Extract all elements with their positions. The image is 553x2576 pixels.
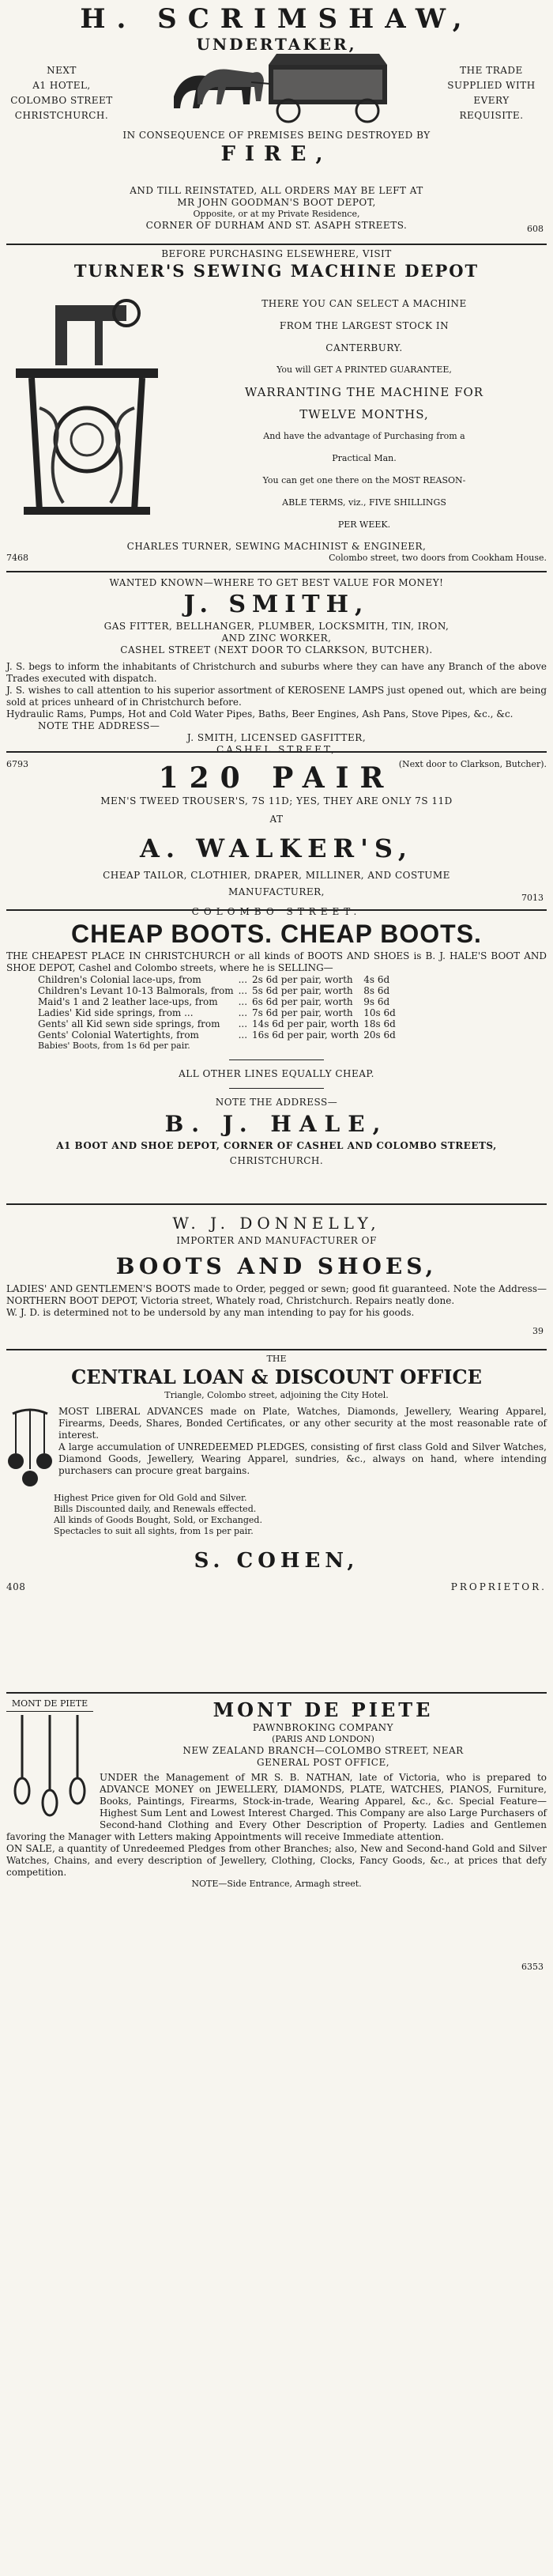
table-row: Maid's 1 and 2 leather lace-ups, from ... 6s 6d per pair, worth 9s 6d <box>38 996 401 1007</box>
table-row: Gents' Colonial Watertights, from ... 16s 6d per pair, worth 20s 6d <box>38 1029 401 1041</box>
walker-name: A. WALKER'S, <box>139 833 414 863</box>
piete-cities: (PARIS AND LONDON) <box>272 1734 374 1744</box>
short-divider <box>229 1088 324 1089</box>
walker-trades: CHEAP TAILOR, CLOTHIER, DRAPER, MILLINER, AND COSTUME <box>103 870 450 881</box>
list-item: All kinds of Goods Bought, Sold, or Exchanged. <box>54 1515 262 1525</box>
smith-note: NOTE THE ADDRESS— <box>38 720 160 731</box>
divider <box>6 751 547 753</box>
right-line: THE TRADE <box>460 65 523 76</box>
donnelly-importer: IMPORTER AND MANUFACTURER OF <box>176 1235 377 1246</box>
scrimshaw-fire: FIRE, <box>220 142 333 166</box>
sewing-machine-illustration <box>8 289 166 527</box>
hale-city: CHRISTCHURCH. <box>229 1155 324 1166</box>
short-divider <box>229 1059 324 1060</box>
right-line: SUPPLIED WITH <box>447 80 536 91</box>
price-item: Children's Colonial lace-ups, from <box>38 974 201 985</box>
smith-licensed: J. SMITH, LICENSED GASFITTER, <box>186 732 367 743</box>
cohen-heading: CENTRAL LOAN & DISCOUNT OFFICE <box>71 1365 482 1388</box>
hale-heading: CHEAP BOOTS. CHEAP BOOTS. <box>71 920 482 948</box>
ad-number: 6353 <box>521 1962 544 1972</box>
walker-tweed: MEN'S TWEED TROUSER'S, 7S 11D; YES, THEY ARE ONLY 7S 11D <box>100 795 453 806</box>
cohen-proprietor: PROPRIETOR. <box>450 1581 547 1592</box>
table-row: Gents' all Kid sewn side springs, from ... 14s 6d per pair, worth 18s 6d <box>38 1018 401 1029</box>
donnelly-name: W. J. DONNELLY, <box>172 1214 381 1233</box>
turner-line: PER WEEK. <box>337 519 391 530</box>
hale-ad <box>0 917 553 1194</box>
smith-trades2: AND ZINC WORKER, <box>221 633 332 644</box>
turner-heading: TURNER'S SEWING MACHINE DEPOT <box>73 261 480 281</box>
hale-other: ALL OTHER LINES EQUALLY CHEAP. <box>179 1068 374 1079</box>
walker-street: COLOMBO STREET. <box>191 906 362 917</box>
ad-number: 408 <box>6 1581 26 1592</box>
table-row: Ladies' Kid side springs, from ... ... 7s 6d per pair, worth 10s 6d <box>38 1007 401 1018</box>
smith-street: CASHEL STREET (NEXT DOOR TO CLARKSON, BUTCHER). <box>120 644 433 655</box>
donnelly-heading: BOOTS AND SHOES, <box>115 1253 438 1279</box>
left-line: A1 HOTEL, <box>32 80 91 91</box>
smith-ad <box>0 577 553 769</box>
price-value: 7s 6d per pair, worth <box>252 1007 353 1018</box>
piete-sign <box>6 1698 93 1821</box>
donnelly-closing: W. J. D. is determined not to be undersold by any man intending to pay for his goods. <box>6 1307 415 1318</box>
smith-name: J. SMITH, <box>183 591 370 618</box>
table-row: Children's Levant 10-13 Balmorals, from ... 5s 6d per pair, worth 8s 6d <box>38 985 401 996</box>
ad-number: 7013 <box>521 893 544 903</box>
price-worth: 4s 6d <box>363 974 390 985</box>
smith-para1: J. S. begs to inform the inhabitants of Christchurch and suburbs where they can have any Branch of the above Trades executed with dispatch. <box>6 661 547 684</box>
hale-intro: THE CHEAPEST PLACE IN CHRISTCHURCH or all kinds of BOOTS AND SHOES is B. J. HALE'S BOOT AND SHOE DEPOT, Cashel and Colombo streets, where he is SELLING— <box>6 950 547 973</box>
scrimshaw-ad <box>0 3 553 185</box>
cohen-name: S. COHEN, <box>194 1549 359 1573</box>
cohen-body1: MOST LIBERAL ADVANCES made on Plate, Watches, Diamonds, Jewellery, Wearing Apparel, Firearms, Deeds, Shares, Bonded Certificates, or any other security at the most reasonable rate of interest. <box>58 1406 547 1441</box>
price-worth: 10s 6d <box>363 1007 396 1018</box>
hale-babies: Babies' Boots, from 1s 6d per pair. <box>38 1041 190 1051</box>
hale-price-table <box>38 974 401 1041</box>
turner-before: BEFORE PURCHASING ELSEWHERE, VISIT <box>161 248 392 259</box>
divider <box>6 244 547 245</box>
ad-number: 6793 <box>6 759 28 769</box>
price-worth: 9s 6d <box>363 996 390 1007</box>
cohen-the: THE <box>266 1354 287 1364</box>
donnelly-body: LADIES' AND GENTLEMEN'S BOOTS made to Order, pegged or sewn; good fit guaranteed. Note the Address—NORTHERN BOOT DEPOT, Victoria street, Whately road, Christchurch. Repairs neatly done. <box>6 1283 547 1306</box>
cohen-ad <box>0 1354 553 1686</box>
pawn-balls-illustration <box>6 1406 54 1493</box>
turner-line: ABLE TERMS, viz., FIVE SHILLINGS <box>282 497 446 508</box>
price-item: Children's Levant 10-13 Balmorals, from <box>38 985 234 996</box>
price-value: 16s 6d per pair, worth <box>252 1029 359 1041</box>
scrimshaw-depot: MR JOHN GOODMAN'S BOOT DEPOT, <box>177 197 376 208</box>
piete-sign-label: MONT DE PIETE <box>11 1698 88 1709</box>
hale-depot: A1 BOOT AND SHOE DEPOT, CORNER OF CASHEL AND COLOMBO STREETS, <box>56 1140 497 1151</box>
right-line: REQUISITE. <box>459 110 524 121</box>
right-line: EVERY <box>473 95 510 106</box>
walker-at: AT <box>269 814 284 825</box>
price-worth: 20s 6d <box>363 1029 396 1041</box>
turner-footer <box>6 553 547 564</box>
scrimshaw-reinstated: AND TILL REINSTATED, ALL ORDERS MAY BE LEFT AT <box>130 185 423 196</box>
piete-heading: MONT DE PIETE <box>213 1698 434 1721</box>
scrimshaw-left-block <box>6 63 117 123</box>
piete-body2: ON SALE, a quantity of Unredeemed Pledges from other Branches; also, New and Second-hand Gold and Silver Watches, Chains, and every description of Jewellery, Clothing, Clocks, Fancy Goods, &c., at prices that defy competition. <box>6 1843 547 1878</box>
scrimshaw-opposite: Opposite, or at my Private Residence, <box>193 209 360 219</box>
hale-note: NOTE THE ADDRESS— <box>215 1097 338 1108</box>
turner-ad <box>0 248 553 568</box>
divider <box>6 1203 547 1205</box>
turner-line: Practical Man. <box>332 453 397 463</box>
turner-line: You will GET A PRINTED GUARANTEE, <box>276 364 452 375</box>
hearse-illustration <box>150 49 403 124</box>
divider <box>6 1692 547 1694</box>
donnelly-ad <box>0 1211 553 1346</box>
table-row: Children's Colonial lace-ups, from ... 2s 6d per pair, worth 4s 6d <box>38 974 401 985</box>
piete-body1: UNDER the Management of MR S. B. NATHAN, late of Victoria, who is prepared to ADVANCE MONEY on JEWELLERY, DIAMONDS, PLATE, WATCHES, PIANOS, Furniture, Books, Paintings, Firearms, Stock-in-trade, Wearing Apparel, &c., &c. Special Feature—Highest Sum Lent and Lowest Interest Charged. This Company are also Large Purchasers of Second-hand Clothing and Every Other Description of Property. Ladies and Gentlemen favoring the Manager with Letters making Appointments will receive Immediate attention. <box>6 1772 547 1842</box>
pawn-balls-icon <box>6 1715 93 1818</box>
smith-nextdoor: (Next door to Clarkson, Butcher). <box>398 759 547 769</box>
smith-cashel: CASHEL STREET, <box>216 744 337 755</box>
walker-manufacturer: MANUFACTURER, <box>228 886 325 897</box>
price-worth: 8s 6d <box>363 985 390 996</box>
divider <box>6 571 547 572</box>
left-line: NEXT <box>47 65 77 76</box>
scrimshaw-corner: CORNER OF DURHAM AND ST. ASAPH STREETS. <box>145 220 408 231</box>
walker-heading: 120 PAIR <box>158 761 395 795</box>
piete-note: NOTE—Side Entrance, Armagh street. <box>191 1879 362 1889</box>
turner-line: TWELVE MONTHS, <box>299 407 429 421</box>
price-item: Gents' all Kid sewn side springs, from <box>38 1018 220 1029</box>
turner-body <box>182 293 547 536</box>
divider <box>6 1349 547 1350</box>
left-line: CHRISTCHURCH. <box>14 110 109 121</box>
piete-ad <box>0 1698 553 1999</box>
turner-line: And have the advantage of Purchasing from a <box>263 431 465 441</box>
list-item: Bills Discounted daily, and Renewals effected. <box>54 1504 257 1514</box>
walker-ad <box>0 761 553 917</box>
scrimshaw-trade: UNDERTAKER, <box>196 35 357 54</box>
ad-number: 7468 <box>6 553 28 563</box>
ad-number: 608 <box>527 224 544 234</box>
ad-number: 39 <box>532 1326 544 1336</box>
piete-branch: NEW ZEALAND BRANCH—COLOMBO STREET, NEAR <box>182 1745 464 1756</box>
price-value: 2s 6d per pair, worth <box>252 974 353 985</box>
smith-trades: GAS FITTER, BELLHANGER, PLUMBER, LOCKSMITH, TIN, IRON, <box>103 621 450 632</box>
divider <box>6 909 547 911</box>
left-line: COLOMBO STREET <box>10 95 113 106</box>
price-item: Maid's 1 and 2 leather lace-ups, from <box>38 996 218 1007</box>
turner-signature: CHARLES TURNER, SEWING MACHINIST & ENGINEER, <box>126 541 427 552</box>
price-worth: 18s 6d <box>363 1018 396 1029</box>
scrimshaw-notice: IN CONSEQUENCE OF PREMISES BEING DESTROYED BY <box>122 130 431 141</box>
cohen-body2: A large accumulation of UNREDEEMED PLEDGES, consisting of first class Gold and Silver Watches, Diamond Goods, Jewellery, Wearing Apparel, sundries, &c., always on hand, where intending purchasers can procure great bargains. <box>58 1441 547 1476</box>
list-item: Spectacles to suit all sights, from 1s per pair. <box>54 1526 254 1536</box>
smith-wanted: WANTED KNOWN—WHERE TO GET BEST VALUE FOR MONEY! <box>109 577 444 588</box>
turner-line: THERE YOU CAN SELECT A MACHINE <box>261 298 467 309</box>
smith-para3: Hydraulic Rams, Pumps, Hot and Cold Water Pipes, Baths, Beer Engines, Ash Pans, Stove Pipes, &c., &c. <box>6 708 514 720</box>
scrimshaw-ad-cont <box>0 185 553 239</box>
price-value: 6s 6d per pair, worth <box>252 996 353 1007</box>
turner-address: Colombo street, two doors from Cookham House. <box>329 553 547 563</box>
price-value: 5s 6d per pair, worth <box>252 985 353 996</box>
turner-line: CANTERBURY. <box>325 342 403 353</box>
turner-line: FROM THE LARGEST STOCK IN <box>279 320 450 331</box>
price-value: 14s 6d per pair, worth <box>252 1018 359 1029</box>
smith-para2: J. S. wishes to call attention to his superior assortment of KEROSENE LAMPS just opened out, which are being sold at prices unheard of in Christchurch before. <box>6 685 547 708</box>
price-item: Gents' Colonial Watertights, from <box>38 1029 199 1041</box>
cohen-location: Triangle, Colombo street, adjoining the City Hotel. <box>164 1390 389 1400</box>
turner-line: You can get one there on the MOST REASON- <box>262 475 466 485</box>
piete-po: GENERAL POST OFFICE, <box>256 1757 390 1768</box>
hale-name: B. J. HALE, <box>164 1111 389 1137</box>
cohen-footer <box>6 1581 547 1593</box>
price-item: Ladies' Kid side springs, from ... <box>38 1007 194 1018</box>
cohen-list <box>6 1493 547 1537</box>
scrimshaw-right-block <box>436 63 547 123</box>
scrimshaw-name: H. SCRIMSHAW, <box>80 3 473 35</box>
piete-company: PAWNBROKING COMPANY <box>252 1722 394 1733</box>
turner-line: WARRANTING THE MACHINE FOR <box>244 385 484 399</box>
list-item: Highest Price given for Old Gold and Silver. <box>54 1493 247 1503</box>
